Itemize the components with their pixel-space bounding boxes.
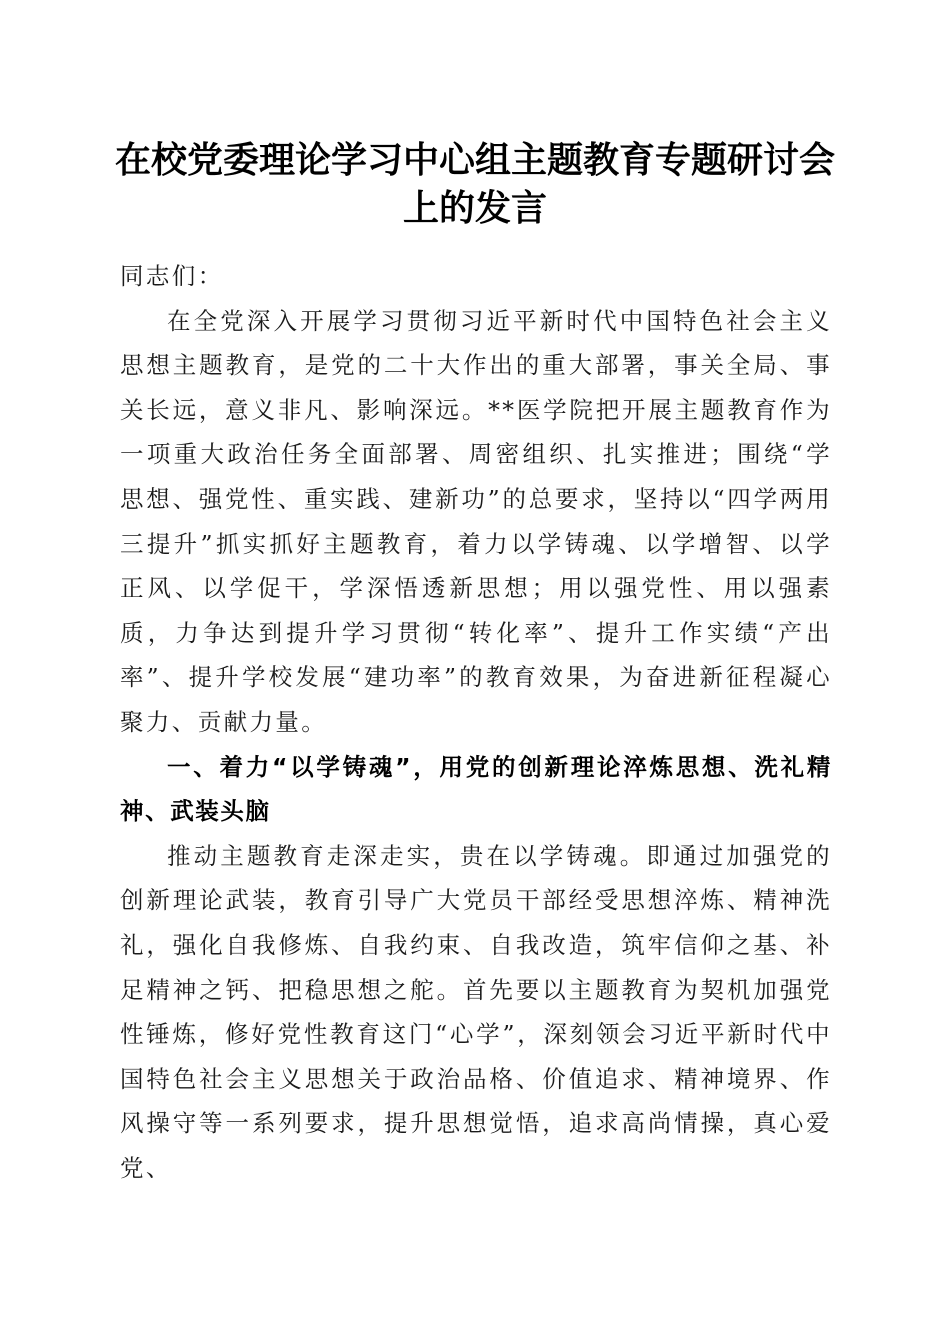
intro-paragraph: 在全党深入开展学习贯彻习近平新时代中国特色社会主义思想主题教育，是党的二十大作出的重大部署，事关全局、事关长远，意义非凡、影响深远。**医学院把开展主题教育作为一项重大政治任务全面部署、周密组织、扎实推进；围绕“学思想、强党性、重实践、建新功”的总要求，坚持以“四学两用三提升”抓实抓好主题教育，着力以学铸魂、以学增智、以学正风、以学促干，学深悟透新思想；用以强党性、用以强素质，力争达到提升学习贯彻“转化率”、提升工作实绩“产出率”、提升学校发展“建功率”的教育效果，为奋进新征程凝心聚力、贡献力量。 bbox=[120, 306, 832, 736]
greeting: 同志们： bbox=[120, 262, 224, 290]
section-paragraph: 推动主题教育走深走实，贵在以学铸魂。即通过加强党的创新理论武装，教育引导广大党员干部经受思想淬炼、精神洗礼，强化自我修炼、自我约束、自我改造，筑牢信仰之基、补足精神之钙、把稳思想之舵。首先要以主题教育为契机加强党性锤炼，修好党性教育这门“心学”，深刻领会习近平新时代中国特色社会主义思想关于政治品格、价值追求、精神境界、作风操守等一系列要求，提升思想觉悟，追求高尚情操，真心爱党、 bbox=[120, 841, 832, 1182]
document-title: 在校党委理论学习中心组主题教育专题研讨会上的发言 bbox=[114, 139, 835, 229]
document-body bbox=[120, 254, 832, 1190]
section-heading: 一、着力“以学铸魂”，用党的创新理论淬炼思想、洗礼精神、武装头脑 bbox=[120, 752, 832, 826]
